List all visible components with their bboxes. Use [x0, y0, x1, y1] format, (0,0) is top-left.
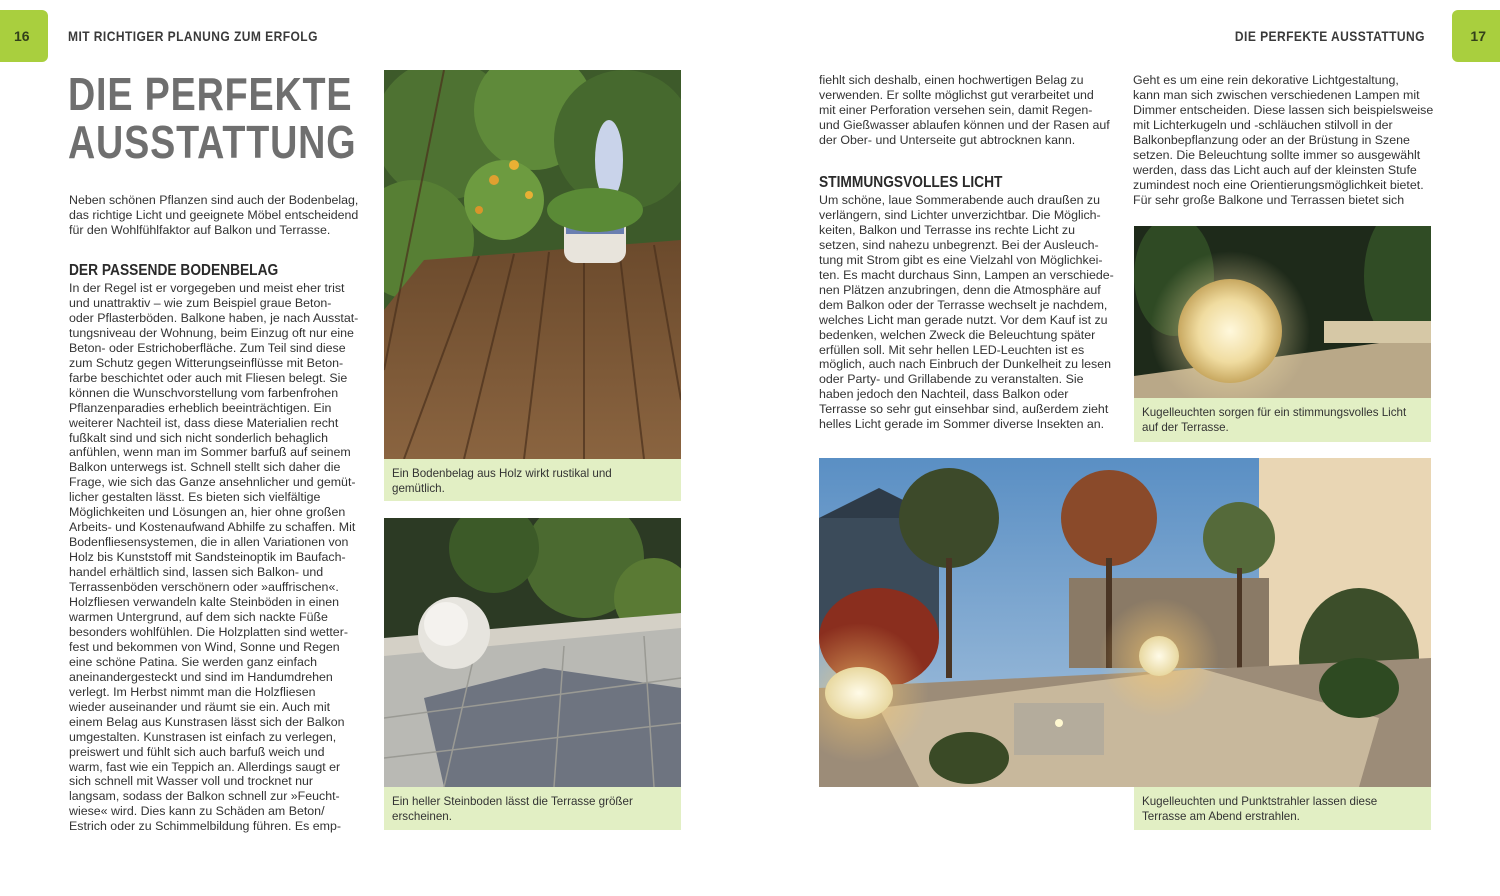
page-title	[68, 68, 357, 168]
text-line: Balkon unterwegs ist. Schnell stellt sich daher die	[69, 460, 341, 475]
body-column-right	[1133, 73, 1433, 208]
text-line: warm, fast wie ein Teppich an. Allerdings saugt er	[69, 759, 341, 774]
text-line: und Gießwasser ablaufen können und der Rasen auf	[819, 117, 1110, 132]
page-number-tab-left	[0, 10, 48, 62]
text-line: besonders wohlfühlen. Die Holzplatten sind wetter-	[69, 624, 348, 639]
text-line: helles Licht gerade im Sommer diverse Insekten an.	[819, 417, 1105, 432]
text-line: tung mit Strom gibt es eine Vielzahl von Möglichkei-	[819, 252, 1103, 267]
text-line: welches Licht man gerade nutzt. Vor dem Kauf ist zu	[819, 312, 1108, 327]
caption-line: auf der Terrasse.	[1142, 420, 1229, 434]
text-line: verlegt. Im Herbst nimmt man die Holzfliesen	[69, 684, 316, 699]
caption-line: Kugelleuchten sorgen für ein stimmungsvolles Licht	[1142, 406, 1407, 419]
running-head-right: DIE PERFEKTE AUSSTATTUNG	[1234, 28, 1425, 44]
section-heading-bodenbelag: DER PASSENDE BODENBELAG	[69, 262, 279, 279]
text-line: verlängern, sind Lichter unverzichtbar. Die Möglich-	[819, 207, 1101, 222]
text-line: einem Belag aus Kunstrasen lässt sich der Balkon	[69, 714, 345, 729]
text-line: oder Party- und Grillabende zu veranstalten. Sie	[819, 372, 1084, 387]
text-line: Neben schönen Pflanzen sind auch der Bodenbelag,	[69, 193, 359, 207]
text-line: können die Wunschvorstellung vom farbenfrohen	[69, 385, 339, 400]
text-line: sich schnell mit Wasser voll und trocknet nur	[69, 774, 314, 789]
running-head-left: MIT RICHTIGER PLANUNG ZUM ERFOLG	[68, 28, 318, 44]
continued-paragraph	[819, 73, 1119, 148]
text-line: aneinandergesteckt und sind im Handumdrehen	[69, 669, 333, 684]
text-line: nen Plätzen anzubringen, denn die Atmosphäre auf	[819, 282, 1101, 297]
text-line: kann man sich zwischen verschiedenen Lampen mit	[1133, 87, 1420, 102]
text-line: möglich, auch nach Einbruch der Dunkelheit zu lesen	[819, 357, 1112, 372]
text-line: keiten, Balkon und Terrasse ins rechte Licht zu	[819, 222, 1075, 237]
text-line: ten. Es macht durchaus Sinn, Lampen an verschiede-	[819, 267, 1114, 282]
text-line: Terrassenböden verschönern oder »auffrischen«.	[69, 580, 339, 595]
text-line: wieder auseinander und räumt sie ein. Auch mit	[69, 699, 331, 714]
caption-evening-terrace	[1134, 787, 1431, 830]
text-line: weiterer Nachteil ist, dass diese Materialien recht	[69, 415, 339, 430]
text-line: das richtige Licht und geeignete Möbel entscheidend	[69, 207, 359, 222]
body-column-left	[69, 281, 369, 834]
caption-line: Kugelleuchten und Punktstrahler lassen diese	[1142, 795, 1378, 808]
photo-ball-lamp	[1134, 226, 1431, 398]
text-line: langsam, sodass der Balkon schnell zur »Feucht-	[69, 789, 340, 804]
text-line: mit Lichterkugeln und -schläuchen stilvoll in der	[1133, 117, 1393, 132]
text-line: Pflanzenparadies erheblich beeinträchtigen. Ein	[69, 400, 332, 415]
text-line: zumindest noch eine Orientierungsmöglichkeit bietet.	[1133, 177, 1424, 192]
text-line: haben jedoch den Nachteil, dass Balkon oder	[819, 387, 1069, 402]
caption-line: Ein Bodenbelag aus Holz wirkt rustikal und	[392, 467, 612, 480]
text-line: fiehlt sich deshalb, einen hochwertigen Belag zu	[819, 73, 1084, 87]
page-number-left: 16	[14, 28, 30, 44]
text-line: erfüllen soll. Mit sehr hellen LED-Leuchten ist es	[819, 342, 1085, 357]
text-line: Für sehr große Balkone und Terrassen bietet sich	[1133, 192, 1405, 207]
text-line: fußkalt sind und sich nicht sonderlich behaglich	[69, 430, 328, 445]
text-line: Beton- oder Estrichoberfläche. Zum Teil sind diese	[69, 340, 346, 355]
photo-stone-floor	[384, 518, 681, 787]
text-line: zum Schutz gegen Witterungseinflüsse mit Beton-	[69, 355, 344, 370]
text-line: Frage, wie sich das Ganze ansehnlicher und gemüt-	[69, 475, 356, 490]
caption-line: Terrasse am Abend erstrahlen.	[1142, 809, 1300, 823]
title-line: AUSSTATTUNG	[68, 116, 357, 168]
text-line: oder Pflasterböden. Balkone haben, je nach Ausstat-	[69, 310, 359, 325]
caption-line: Ein heller Steinboden lässt die Terrasse größer	[392, 795, 633, 808]
text-line: eine schöne Patina. Sie werden ganz einfach	[69, 654, 317, 669]
text-line: warmen Untergrund, auf dem sich nackte Füße	[69, 609, 328, 624]
caption-line: gemütlich.	[392, 481, 445, 495]
text-line: verwenden. Er sollte möglichst gut verarbeitet und	[819, 87, 1094, 102]
text-line: setzen. Die Beleuchtung sollte immer so ausgewählt	[1133, 147, 1421, 162]
text-line: umgestalten. Kunstrasen ist einfach zu verlegen,	[69, 729, 337, 744]
text-line: Holz bis Kunststoff mit Sandsteinoptik im Baufach-	[69, 550, 346, 565]
text-line: wiese« wird. Dies kann zu Schäden am Beton/	[69, 804, 325, 819]
text-line: Balkonbepflanzung oder an der Brüstung in Szene	[1133, 132, 1410, 147]
text-line: licher gestalten lässt. Es bieten sich vielfältige	[69, 490, 321, 505]
text-line: Arbeits- und Kostenaufwand Abhilfe zu schaffen. Mit	[69, 520, 356, 535]
page-number-right: 17	[1470, 28, 1486, 44]
title-line: DIE PERFEKTE	[68, 68, 353, 120]
text-line: werden, dass das Licht auch auf der kleinsten Stufe	[1133, 162, 1417, 177]
text-line: dem Balkon oder der Terrasse wechselt je nachdem,	[819, 297, 1108, 312]
text-line: Bodenfliesensystemen, die in allen Variationen von	[69, 535, 349, 550]
text-line: und unattraktiv – wie zum Beispiel graue Beton-	[69, 295, 332, 310]
text-line: der Ober- und Unterseite gut abtrocknen kann.	[819, 132, 1076, 147]
caption-wooden-deck	[384, 459, 681, 501]
text-line: mit einer Perforation versehen sein, damit Regen-	[819, 102, 1093, 117]
text-line: bedenken, welchen Zweck die Beleuchtung später	[819, 327, 1096, 342]
section-heading-licht: STIMMUNGSVOLLES LICHT	[819, 174, 1003, 191]
page-number-tab-right	[1452, 10, 1500, 62]
text-line: Dimmer entscheiden. Diese lassen sich beispielsweise	[1133, 102, 1433, 117]
caption-stone-floor	[384, 787, 681, 830]
photo-evening-terrace	[819, 458, 1431, 787]
text-line: Geht es um eine rein dekorative Lichtgestaltung,	[1133, 73, 1399, 87]
text-line: Terrasse so sehr gut einsehbar sind, außerdem zieht	[819, 402, 1109, 417]
text-line: farbe beschichtet oder auch mit Fliesen belegt. Sie	[69, 370, 348, 385]
intro-paragraph	[69, 193, 369, 238]
text-line: anfühlen, wenn man im Sommer barfuß auf seinem	[69, 445, 351, 460]
text-line: Estrich oder zu Schimmelbildung führen. Es emp-	[69, 819, 342, 834]
text-line: Um schöne, laue Sommerabende auch draußen zu	[819, 193, 1101, 207]
text-line: für den Wohlfühlfaktor auf Balkon und Terrasse.	[69, 222, 331, 237]
text-line: Holzfliesen verwandeln kalte Steinböden in einen	[69, 595, 340, 610]
text-line: tungsniveau der Wohnung, beim Einzug oft nur eine	[69, 325, 354, 340]
text-line: In der Regel ist er vorgegeben und meist eher trist	[69, 281, 345, 295]
text-line: handel erhältlich sind, lassen sich Balkon- und	[69, 565, 324, 580]
photo-wooden-deck	[384, 70, 681, 459]
caption-ball-lamp	[1134, 398, 1431, 442]
text-line: Möglichkeiten und Lösungen an, hier ohne großen	[69, 505, 346, 520]
body-column-light	[819, 193, 1119, 432]
text-line: preiswert und fühlt sich auch barfuß weich und	[69, 744, 325, 759]
text-line: setzen, sind nahezu unbegrenzt. Bei der Ausleuch-	[819, 237, 1099, 252]
caption-line: erscheinen.	[392, 809, 452, 823]
text-line: fest und bekommen von Wind, Sonne und Regen	[69, 639, 340, 654]
